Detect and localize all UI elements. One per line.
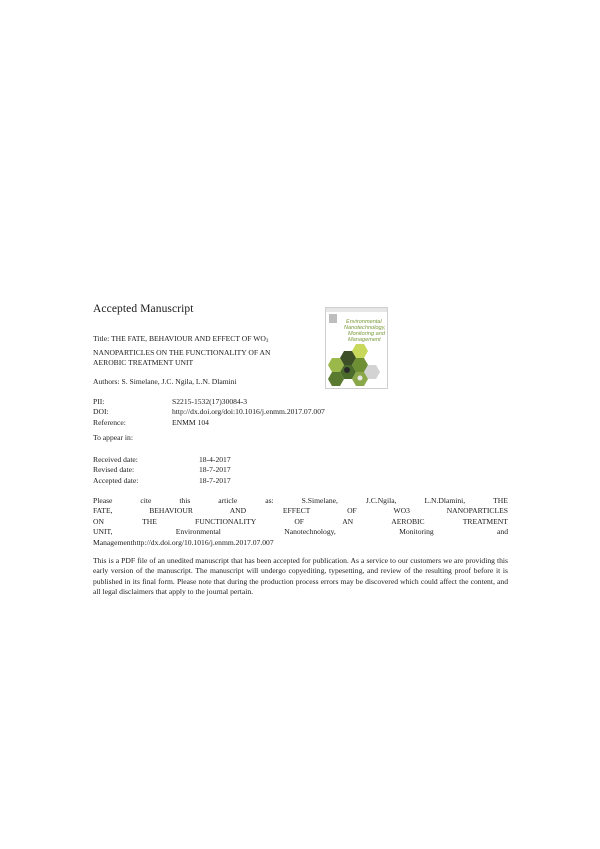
citation-line-5: Managementhttp://dx.doi.org/10.1016/j.enmm.2017.07.007 xyxy=(93,537,274,547)
journal-cover-art xyxy=(326,308,387,388)
article-title xyxy=(93,334,343,369)
received-row: Received date: 18-4-2017 xyxy=(93,455,231,464)
citation-line-1: Please cite this article as: S.Simelane, J.C.Ngila, L.N.Dlamini, THE xyxy=(93,496,508,505)
cover-title xyxy=(344,319,386,343)
authors: Authors: S. Simelane, J.C. Ngila, L.N. Dlamini xyxy=(93,377,237,386)
journal-cover-image xyxy=(325,307,388,389)
citation-line-3: ON THE FUNCTIONALITY OF AN AEROBIC TREATMENT xyxy=(93,516,508,526)
title-line-2: NANOPARTICLES ON THE FUNCTIONALITY OF AN xyxy=(93,347,271,357)
cover-title-line: Environmental xyxy=(346,319,382,325)
dates-table xyxy=(93,455,231,486)
cover-title-line: Management xyxy=(348,337,381,343)
accepted-row: Accepted date: 18-7-2017 xyxy=(93,475,231,485)
revised-row: Revised date: 18-7-2017 xyxy=(93,465,231,475)
cover-title-line: Nanotechnology, xyxy=(344,325,386,331)
disclaimer-paragraph: This is a PDF file of an unedited manuscript that has been accepted for publication. As a service to our customers we are providing this early version of the manuscript. The manuscript will undergo copyediting, typesetting, and review of the resulting proof before it is published in its final form. Please note that during the production process errors may be discovered which could affect the content, and all legal disclaimers that apply to the journal pertain. xyxy=(93,556,508,597)
doi-row: DOI: http://dx.doi.org/doi:10.1016/j.enmm.2017.07.007 xyxy=(93,407,325,417)
citation-line-2: FATE, BEHAVIOUR AND EFFECT OF WO3 NANOPARTICLES xyxy=(93,506,508,516)
reference-row: Reference: ENMM 104 xyxy=(93,417,209,427)
pii-row: PII: S2215-1532(17)30084-3 xyxy=(93,397,248,406)
doi-link[interactable]: http://dx.doi.org/doi:10.1016/j.enmm.2017.07.007 xyxy=(172,407,325,417)
citation-line-4: UNIT, Environmental Nanotechnology, Monitoring and xyxy=(93,527,508,537)
page-heading: Accepted Manuscript xyxy=(93,303,194,315)
title-line-3: AEROBIC TREATMENT UNIT xyxy=(93,358,194,367)
to-appear-label: To appear in: xyxy=(93,433,133,442)
title-subscript: 3 xyxy=(265,339,269,344)
title-line-1: Title: THE FATE, BEHAVIOUR AND EFFECT OF WO xyxy=(93,334,266,343)
cover-title-line: Monitoring and xyxy=(348,331,386,337)
citation-block xyxy=(93,496,508,548)
identifiers-table xyxy=(93,397,325,428)
